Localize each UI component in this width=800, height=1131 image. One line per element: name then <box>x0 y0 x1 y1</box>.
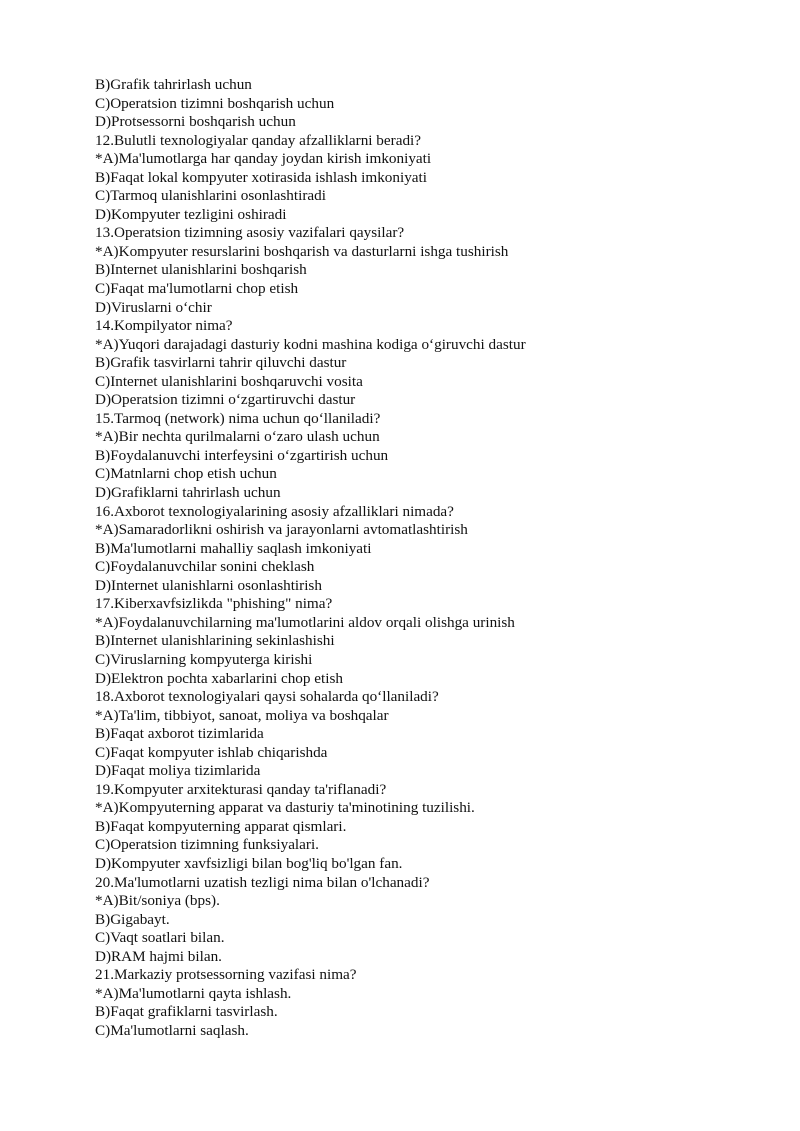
answer-option: D)Viruslarni o‘chir <box>95 298 212 316</box>
answer-option: C)Foydalanuvchilar sonini cheklash <box>95 558 315 576</box>
answer-option: *A)Samaradorlikni oshirish va jarayonlarni avtomatlashtirish <box>95 521 468 539</box>
answer-option: B)Internet ulanishlarini boshqarish <box>95 261 307 279</box>
answer-option: D)Kompyuter xavfsizligi bilan bog'liq bo'lgan fan. <box>95 854 403 872</box>
question-line: 18.Axborot texnologiyalari qaysi sohalarda qo‘llaniladi? <box>95 688 439 706</box>
answer-option: *A)Bit/soniya (bps). <box>95 892 220 910</box>
question-line: 21.Markaziy protsessorning vazifasi nima? <box>95 966 357 984</box>
answer-option: B)Foydalanuvchi interfeysini o‘zgartirish uchun <box>95 446 389 464</box>
answer-option: *A)Ta'lim, tibbiyot, sanoat, moliya va boshqalar <box>95 706 389 724</box>
answer-option: D)Internet ulanishlarni osonlashtirish <box>95 576 322 594</box>
answer-option: B)Faqat kompyuterning apparat qismlari. <box>95 817 347 835</box>
answer-option: C)Faqat kompyuter ishlab chiqarishda <box>95 743 328 761</box>
answer-option: D)Grafiklarni tahrirlash uchun <box>95 484 281 502</box>
question-line: 14.Kompilyator nima? <box>95 317 233 335</box>
answer-option: B)Grafik tahrirlash uchun <box>95 76 252 93</box>
answer-option: B)Internet ulanishlarining sekinlashishi <box>95 632 335 650</box>
question-line: 12.Bulutli texnologiyalar qanday afzalliklarni beradi? <box>95 131 421 149</box>
question-line: 16.Axborot texnologiyalarining asosiy afzalliklari nimada? <box>95 502 454 520</box>
answer-option: *A)Bir nechta qurilmalarni o‘zaro ulash uchun <box>95 428 380 446</box>
answer-option: D)Faqat moliya tizimlarida <box>95 762 261 780</box>
document-page <box>95 76 775 1040</box>
answer-option: C)Viruslarning kompyuterga kirishi <box>95 650 313 668</box>
answer-option: C)Matnlarni chop etish uchun <box>95 465 277 483</box>
answer-option: B)Gigabayt. <box>95 910 170 928</box>
answer-option: C)Tarmoq ulanishlarini osonlashtiradi <box>95 187 326 205</box>
answer-option: B)Faqat axborot tizimlarida <box>95 725 264 743</box>
answer-option: B)Faqat lokal kompyuter xotirasida ishlash imkoniyati <box>95 168 427 186</box>
question-line: 17.Kiberxavfsizlikda "phishing" nima? <box>95 595 333 613</box>
answer-option: *A)Ma'lumotlarni qayta ishlash. <box>95 984 292 1002</box>
answer-option: *A)Foydalanuvchilarning ma'lumotlarini aldov orqali olishga urinish <box>95 613 515 631</box>
answer-option: B)Grafik tasvirlarni tahrir qiluvchi dastur <box>95 354 347 372</box>
answer-option: C)Operatsion tizimni boshqarish uchun <box>95 94 335 112</box>
answer-option: *A)Kompyuterning apparat va dasturiy ta'minotining tuzilishi. <box>95 799 475 817</box>
answer-option: C)Faqat ma'lumotlarni chop etish <box>95 280 299 298</box>
answer-option: *A)Ma'lumotlarga har qanday joydan kirish imkoniyati <box>95 150 432 168</box>
question-line: 13.Operatsion tizimning asosiy vazifalari qaysilar? <box>95 224 405 242</box>
answer-option: C)Operatsion tizimning funksiyalari. <box>95 836 319 854</box>
answer-option: D)Kompyuter tezligini oshiradi <box>95 205 287 223</box>
question-line: 15.Tarmoq (network) nima uchun qo‘llaniladi? <box>95 409 381 427</box>
answer-option: D)Protsessorni boshqarish uchun <box>95 113 296 131</box>
answer-option: C)Internet ulanishlarini boshqaruvchi vosita <box>95 372 363 390</box>
answer-option: D)Elektron pochta xabarlarini chop etish <box>95 669 343 687</box>
answer-option: B)Faqat grafiklarni tasvirlash. <box>95 1003 278 1021</box>
question-line: 19.Kompyuter arxitekturasi qanday ta'riflanadi? <box>95 780 387 798</box>
answer-option: *A)Yuqori darajadagi dasturiy kodni mashina kodiga o‘giruvchi dastur <box>95 335 526 353</box>
answer-option: C)Vaqt soatlari bilan. <box>95 929 225 947</box>
answer-option: D)RAM hajmi bilan. <box>95 947 222 965</box>
question-line: 20.Ma'lumotlarni uzatish tezligi nima bilan o'lchanadi? <box>95 873 430 891</box>
answer-option: C)Ma'lumotlarni saqlash. <box>95 1021 249 1039</box>
answer-option: D)Operatsion tizimni o‘zgartiruvchi dastur <box>95 391 356 409</box>
answer-option: *A)Kompyuter resurslarini boshqarish va dasturlarni ishga tushirish <box>95 242 509 260</box>
answer-option: B)Ma'lumotlarni mahalliy saqlash imkoniyati <box>95 539 372 557</box>
